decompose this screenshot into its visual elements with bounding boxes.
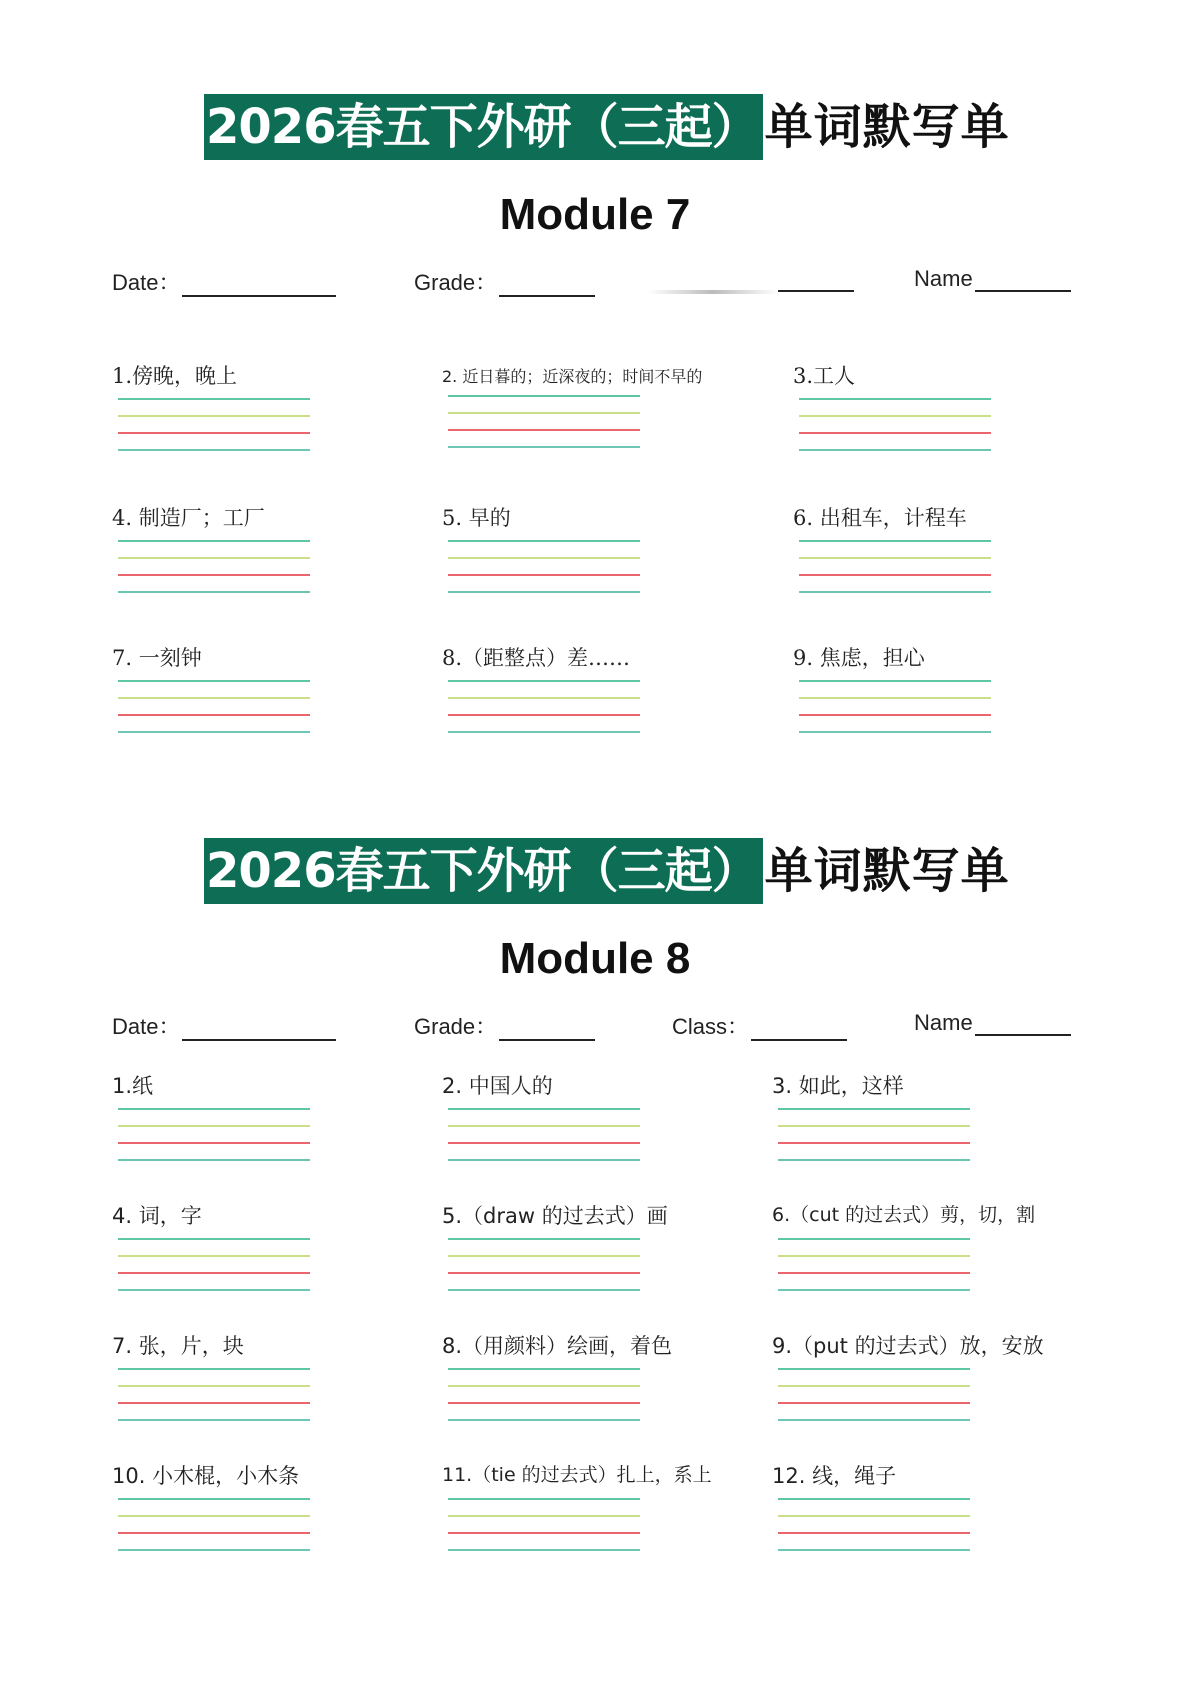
module-heading: Module 7: [499, 190, 691, 239]
word-prompt: 3.工人: [793, 364, 856, 388]
word-prompt: 6. 出租车，计程车: [793, 506, 967, 530]
word-prompt: 7. 张，片，块: [112, 1334, 244, 1358]
word-prompt: 1.傍晚，晚上: [112, 364, 238, 388]
word-prompt: 11.（tie 的过去式）扎上，系上: [442, 1464, 712, 1486]
date-field: [112, 1010, 336, 1041]
class-blank[interactable]: [751, 1017, 847, 1041]
word-prompt: 8.（距整点）差……: [442, 646, 631, 670]
name-field: [914, 266, 1071, 292]
class-label: Class：: [672, 1014, 750, 1039]
word-prompt: 6.（cut 的过去式）剪，切，割: [772, 1204, 1036, 1226]
class-field: [776, 266, 854, 292]
worksheet-title: [204, 94, 1010, 160]
title-highlight: 2026春五下外研（三起）: [204, 838, 763, 904]
grade-field: [414, 266, 595, 297]
grade-label: Grade：: [414, 270, 498, 295]
date-field: [112, 266, 336, 297]
name-label: Name: [914, 1010, 973, 1035]
date-blank[interactable]: [182, 273, 336, 297]
word-prompt: 5.（draw 的过去式）画: [442, 1204, 668, 1228]
class-field: [672, 1010, 847, 1041]
module-heading: Module 8: [499, 934, 691, 983]
word-prompt: 4. 制造厂；工厂: [112, 506, 265, 530]
grade-blank[interactable]: [499, 273, 595, 297]
word-prompt: 7. 一刻钟: [112, 646, 202, 670]
word-prompt: 10. 小木棍，小木条: [112, 1464, 300, 1488]
grade-blank[interactable]: [499, 1017, 595, 1041]
name-blank[interactable]: [975, 268, 1071, 292]
word-prompt: 9.（put 的过去式）放，安放: [772, 1334, 1044, 1358]
title-highlight: 2026春五下外研（三起）: [204, 94, 763, 160]
class-blank[interactable]: [778, 268, 854, 292]
word-prompt: 12. 线，绳子: [772, 1464, 897, 1488]
word-prompt: 4. 词，字: [112, 1204, 202, 1228]
date-label: Date：: [112, 1014, 181, 1039]
word-prompt: 8.（用颜料）绘画，着色: [442, 1334, 673, 1358]
smudge-mark: [648, 290, 778, 294]
word-prompt: 2. 近日暮的；近深夜的；时间不早的: [442, 367, 703, 386]
title-rest: 单词默写单: [764, 843, 1010, 899]
grade-field: [414, 1010, 595, 1041]
word-prompt: 3. 如此，这样: [772, 1074, 904, 1098]
title-rest: 单词默写单: [764, 99, 1010, 155]
word-prompt: 5. 早的: [442, 506, 511, 530]
name-blank[interactable]: [975, 1012, 1071, 1036]
word-prompt: 1.纸: [112, 1074, 154, 1098]
date-label: Date：: [112, 270, 181, 295]
worksheet-title: [204, 838, 1010, 904]
name-label: Name: [914, 266, 973, 291]
word-prompt: 2. 中国人的: [442, 1074, 553, 1098]
word-prompt: 9. 焦虑，担心: [793, 646, 925, 670]
name-field: [914, 1010, 1071, 1036]
date-blank[interactable]: [182, 1017, 336, 1041]
grade-label: Grade：: [414, 1014, 498, 1039]
